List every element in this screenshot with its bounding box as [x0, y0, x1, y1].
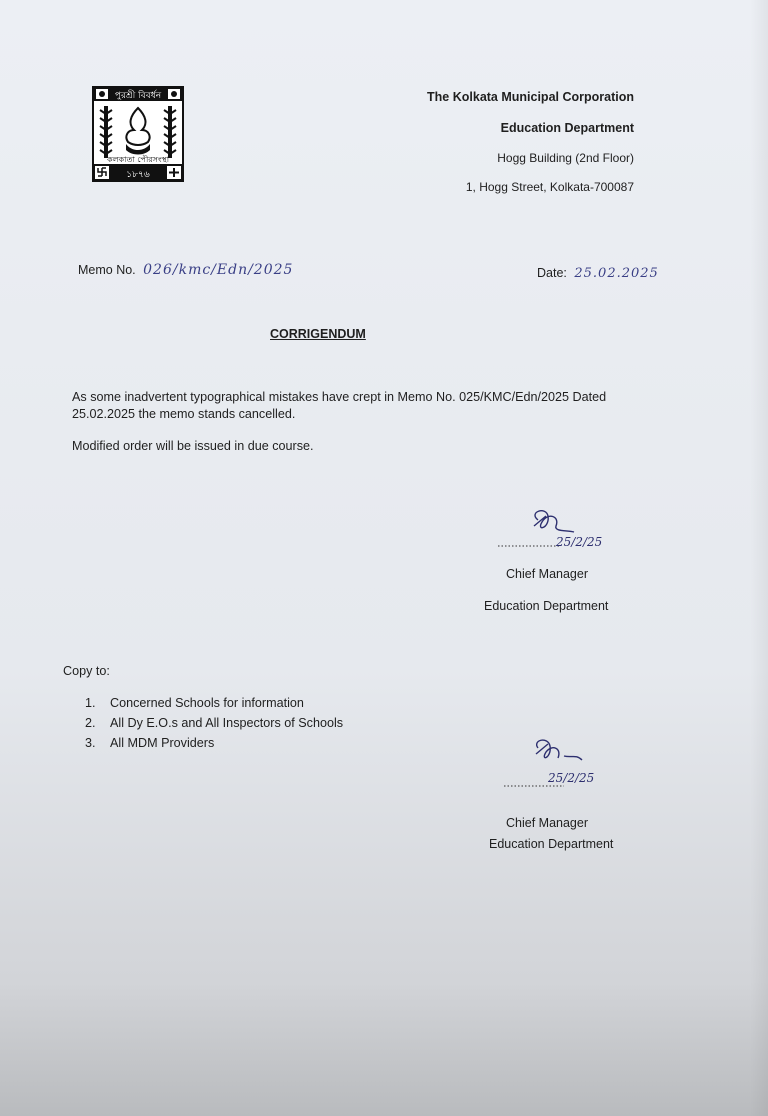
memo-label: Memo No.: [78, 263, 136, 277]
body-paragraph-2: Modified order will be issued in due course.: [72, 439, 314, 453]
svg-text:25/2/25: 25/2/25: [556, 535, 603, 549]
memo-number: 026/kmc/Edn/2025: [143, 262, 294, 278]
signature-1-designation: Chief Manager: [506, 567, 588, 581]
department-name: Education Department: [500, 121, 634, 135]
body-paragraph-line-1: As some inadvertent typographical mistakes have crept in Memo No. 025/KMC/Edn/2025 Dated: [72, 390, 607, 404]
signature-2-designation: Chief Manager: [506, 816, 588, 830]
svg-text:পুরশ্রী বিবর্ধন: পুরশ্রী বিবর্ধন: [114, 91, 162, 101]
svg-text:কলকাতা পৌরসংস্থা: কলকাতা পৌরসংস্থা: [106, 155, 170, 164]
building-name: Hogg Building (2nd Floor): [497, 151, 634, 165]
address: 1, Hogg Street, Kolkata-700087: [465, 180, 634, 194]
signature-2-department: Education Department: [489, 837, 614, 851]
signature-1: [498, 502, 628, 552]
svg-text:১৮৭৬: ১৮৭৬: [126, 170, 150, 180]
date-value: 25.02.2025: [574, 266, 659, 281]
date-line: [537, 266, 659, 281]
kmc-emblem: [92, 86, 184, 182]
signature-1-department: Education Department: [484, 599, 609, 613]
page-edge-shadow: [750, 0, 768, 1116]
copy-list-item: 1. Concerned Schools for information: [85, 696, 304, 710]
org-name: The Kolkata Municipal Corporation: [427, 90, 634, 104]
body-paragraph-line-2: 25.02.2025 the memo stands cancelled.: [72, 407, 296, 421]
copy-to-label: Copy to:: [63, 664, 110, 678]
svg-text:25/2/25: 25/2/25: [548, 771, 595, 785]
copy-list-item: 2. All Dy E.O.s and All Inspectors of Schools: [85, 716, 344, 730]
signature-2: [502, 734, 632, 790]
date-label: Date:: [537, 266, 567, 280]
memo-line: [78, 262, 293, 278]
document-title: CORRIGENDUM: [270, 327, 366, 341]
copy-list-item: 3. All MDM Providers: [85, 736, 215, 750]
